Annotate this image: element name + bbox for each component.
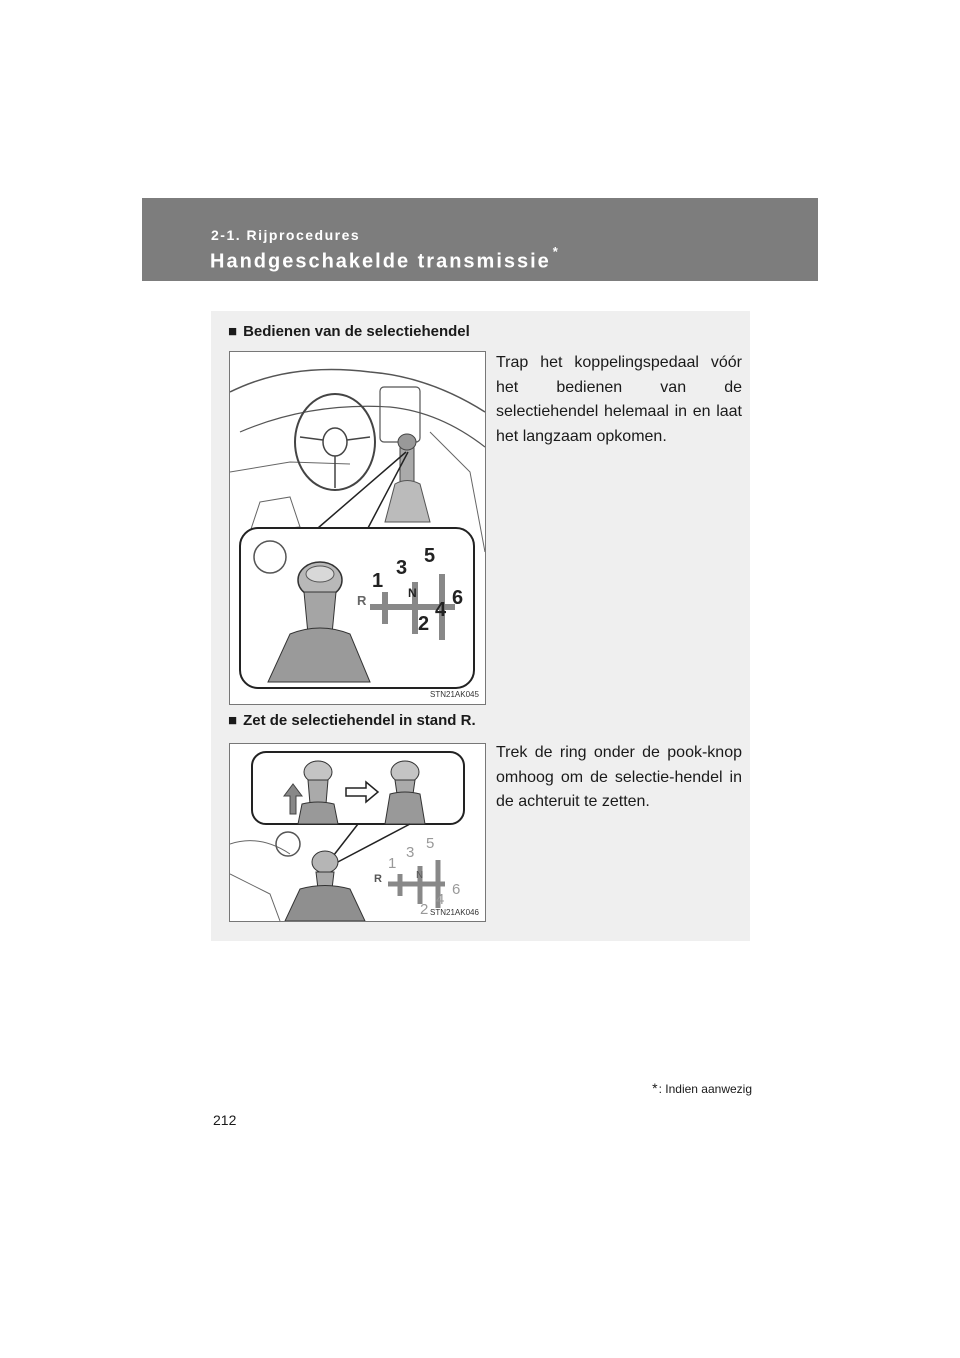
bullet-square-icon: ■	[228, 712, 238, 729]
gear-label-4: 4	[435, 599, 447, 621]
gear-label-6: 6	[452, 881, 461, 898]
gear-label-2: 2	[420, 901, 429, 918]
figure-reverse-ring	[229, 743, 486, 922]
gear-label-4: 4	[436, 891, 445, 908]
chapter-header	[142, 198, 818, 281]
section-label: 2-1. Rijprocedures	[211, 227, 361, 243]
section-heading-reverse	[228, 712, 476, 729]
footnote-text: : Indien aanwezig	[658, 1082, 752, 1096]
heading-text: Zet de selectiehendel in stand R.	[243, 712, 476, 729]
figure-code: STN21AK045	[430, 690, 479, 699]
gear-label-n: N	[416, 870, 424, 881]
page-number: 212	[213, 1112, 237, 1128]
section-text-shift-lever: Trap het koppelingspedaal vóór het bedienen van de selectiehendel helemaal in en laat het langzaam opkomen.	[496, 354, 742, 445]
section-text-reverse: Trek de ring onder de pook-knop omhoog om de selectie-hendel in de achteruit te zetten.	[496, 744, 742, 810]
page-title-text: Handgeschakelde transmissie	[210, 250, 551, 273]
title-asterisk: *	[552, 244, 560, 259]
gear-label-r: R	[374, 873, 382, 885]
bullet-square-icon: ■	[228, 323, 238, 340]
page-title	[210, 244, 560, 274]
gear-label-3: 3	[396, 557, 408, 579]
gear-label-1: 1	[388, 855, 397, 872]
gear-label-5: 5	[424, 545, 436, 567]
footnote-asterisk: *	[652, 1080, 658, 1096]
heading-text: Bedienen van de selectiehendel	[243, 323, 470, 340]
gear-label-r: R	[357, 593, 367, 608]
gear-label-2: 2	[418, 613, 430, 635]
figure-code: STN21AK046	[430, 908, 479, 917]
gear-label-5: 5	[426, 835, 435, 852]
gear-label-1: 1	[372, 570, 384, 592]
footnote	[652, 1080, 752, 1096]
reverse-ring-illustration	[230, 744, 485, 921]
dashboard-illustration	[230, 352, 485, 704]
gear-label-6: 6	[452, 587, 464, 609]
figure-shift-lever-pattern	[229, 351, 486, 705]
section-heading-shift-lever	[228, 323, 470, 340]
gear-label-n: N	[408, 586, 417, 600]
gear-label-3: 3	[406, 844, 415, 861]
